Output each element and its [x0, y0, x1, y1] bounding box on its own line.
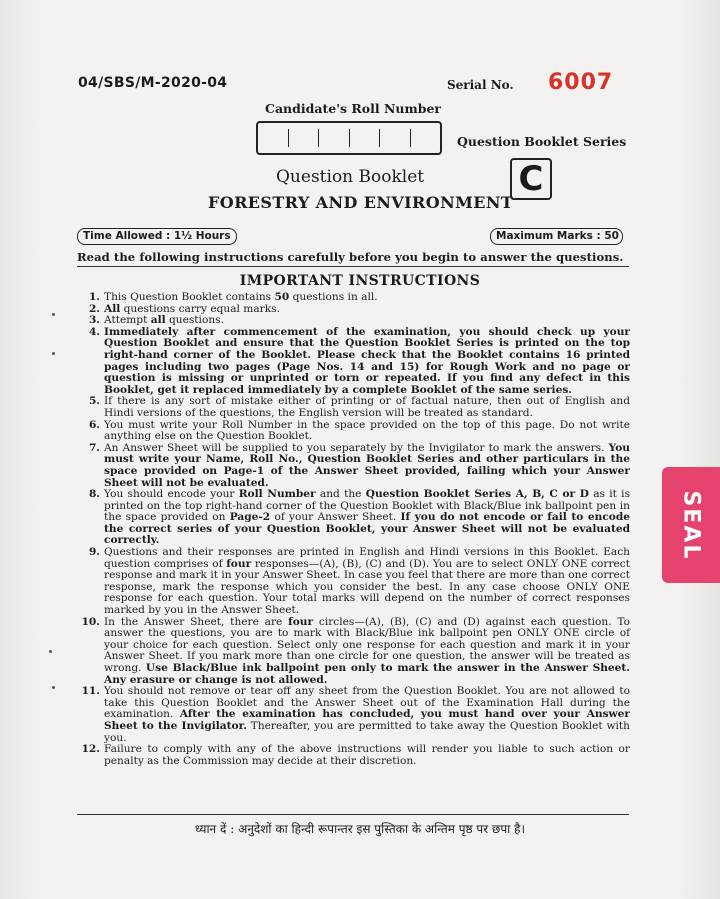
divider: [77, 814, 629, 815]
roll-number-label: Candidate's Roll Number: [265, 101, 442, 116]
speck: [52, 352, 55, 355]
instruction-text: Attempt all questions.: [104, 314, 224, 327]
instruction-item: [80, 443, 630, 489]
roll-number-boxes[interactable]: [256, 121, 442, 155]
speck: [52, 686, 55, 689]
instruction-item: [80, 686, 630, 744]
instruction-text: If there is any sort of mistake either of printing or of factual nature, then out of English and Hindi versions of the questions, the English version will be treated as standard.: [104, 395, 630, 419]
instruction-list: [80, 292, 630, 767]
serial-number: 6007: [548, 70, 614, 95]
instruction-text: All questions carry equal marks.: [104, 302, 280, 315]
instruction-item: [80, 744, 630, 767]
instruction-text: Questions and their responses are printed in English and Hindi versions in this Booklet. Each question comprises of four responses—(A), (B), (C) and (D). You are to select ONLY ONE correct response and mark it in your Answer Sheet. In case you feel that there are more than one correct response, mark the response which you consider the best. In any case choose ONLY ONE response for each question. Your total marks will depend on the number of correct responses marked by you in the Answer Sheet.: [104, 546, 630, 617]
hindi-note: ध्यान दें : अनुदेशों का हिन्दी रूपान्तर इस पुस्तिका के अन्तिम पृष्ठ पर छपा है।: [194, 822, 526, 836]
important-heading: IMPORTANT INSTRUCTIONS: [239, 273, 481, 289]
instruction-number: 1.: [88, 291, 100, 303]
instruction-number: 2.: [88, 302, 100, 315]
instruction-number: 7.: [88, 441, 100, 454]
instruction-text: You must write your Roll Number in the space provided on the top of this page. Do not write anything else on the Question Booklet.: [104, 418, 630, 443]
instruction-number: 3.: [88, 314, 100, 327]
booklet-title: Question Booklet: [276, 167, 425, 187]
speck: [52, 313, 55, 316]
series-letter: C: [518, 159, 544, 199]
instruction-number: 4.: [88, 325, 100, 338]
roll-digit-box[interactable]: [319, 129, 350, 147]
instruction-number: 8.: [88, 488, 100, 501]
maximum-marks: Maximum Marks : 50: [490, 228, 623, 245]
paper-code: 04/SBS/M-2020-04: [78, 75, 228, 91]
instruction-number: 11.: [81, 685, 100, 698]
roll-digit-box[interactable]: [289, 129, 320, 147]
instruction-text: This Question Booklet contains 50 questions in all.: [104, 291, 378, 303]
instruction-number: 10.: [81, 615, 100, 628]
divider: [77, 266, 629, 267]
instruction-item: [80, 327, 630, 397]
roll-digit-box[interactable]: [350, 129, 381, 147]
roll-digit-box[interactable]: [380, 129, 411, 147]
instruction-item: [80, 420, 630, 443]
instruction-number: 5.: [88, 395, 100, 408]
serial-label: Serial No.: [447, 78, 514, 92]
series-box: [510, 158, 552, 200]
instruction-number: 6.: [88, 418, 100, 431]
speck: [49, 650, 52, 653]
read-instructions-line: Read the following instructions carefully before you begin to answer the questions.: [77, 250, 624, 264]
seal-label: SEAL: [678, 490, 704, 560]
time-allowed: Time Allowed : 1½ Hours: [77, 228, 237, 245]
instruction-item: [80, 489, 630, 547]
instruction-number: 9.: [88, 546, 100, 559]
roll-digit-box[interactable]: [258, 129, 289, 147]
seal-tab: [662, 467, 720, 583]
instruction-item: [80, 547, 630, 617]
instruction-item: [80, 617, 630, 687]
instruction-text: You should not remove or tear off any sheet from the Question Booklet. You are not allowed to take this Question Booklet and the Answer Sheet out of the Examination Hall during the examination. After the examination has concluded, you must hand over your Answer Sheet to the Invigilator. Thereafter, you are permitted to take away the Question Booklet with you.: [104, 685, 631, 744]
instruction-text: In the Answer Sheet, there are four circles—(A), (B), (C) and (D) against each question. To answer the questions, you are to mark with Black/Blue ink ballpoint pen ONLY ONE circle of your choice for each question. Select only one response for each question and mark it in your Answer Sheet. If you mark more than one circle for one question, the answer will be treated as wrong. Use Black/Blue ink ballpoint pen only to mark the answer in the Answer Sheet. Any erasure or change is not allowed.: [104, 615, 630, 686]
subject-title: FORESTRY AND ENVIRONMENT: [208, 193, 514, 212]
instruction-number: 12.: [81, 743, 100, 756]
instruction-text: Failure to comply with any of the above instructions will render you liable to such action or penalty as the Commission may decide at their discretion.: [104, 743, 630, 767]
roll-digit-box[interactable]: [411, 129, 441, 147]
instruction-text: Immediately after commencement of the examination, you should check up your Question Booklet and ensure that the Question Booklet Series is printed on the top right-hand corner of the Booklet. Please check that the Booklet contains 16 printed pages including two pages (Page Nos. 14 and 15) for Rough Work and no page or question is missing or unprinted or torn or repeated. If you find any defect in this Booklet, get it replaced immediately by a complete Booklet of the same series.: [104, 325, 630, 396]
instruction-text: You should encode your Roll Number and the Question Booklet Series A, B, C or D as it is printed on the top right-hand corner of the Question Booklet with Black/Blue ink ballpoint pen in the space provided on Page-2 of your Answer Sheet. If you do not encode or fail to encode the correct series of your Question Booklet, your Answer Sheet will not be evaluated correctly.: [104, 488, 631, 547]
instruction-text: An Answer Sheet will be supplied to you separately by the Invigilator to mark the answers. You must write your Name, Roll No., Question Booklet Series and other particulars in the space provided on Page-1 of the Answer Sheet provided, failing which your Answer Sheet will not be evaluated.: [104, 441, 630, 489]
series-label: Question Booklet Series: [457, 134, 627, 149]
instruction-item: [80, 396, 630, 419]
